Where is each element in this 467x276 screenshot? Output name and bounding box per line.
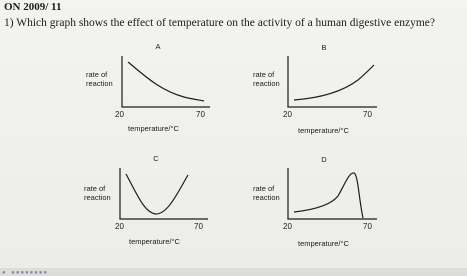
- graph-a-xlabel: temperature/°C: [128, 124, 179, 133]
- graph-c-plot: [82, 152, 212, 232]
- footer-marks: ▪ ▪▪▪▪▪▪▪▪: [2, 269, 49, 276]
- graph-d-letter: D: [321, 155, 327, 164]
- graph-b-xlabel: temperature/°C: [298, 126, 349, 135]
- graph-a-tick-high: 70: [196, 110, 205, 119]
- graph-b-plot: [250, 40, 380, 120]
- graph-d-plot: [250, 152, 380, 232]
- graph-a-curve: [128, 62, 204, 101]
- graph-d-ylabel: rate of reaction: [253, 184, 280, 202]
- graph-c-tick-low: 20: [115, 222, 124, 231]
- graph-c-xlabel: temperature/°C: [129, 237, 180, 246]
- graph-c-ylabel: rate of reaction: [84, 184, 111, 202]
- graph-d-tick-high: 70: [363, 222, 372, 231]
- graph-d-tick-low: 20: [283, 222, 292, 231]
- graph-a-letter: A: [155, 42, 161, 51]
- graph-c-curve: [126, 174, 188, 214]
- graph-d-xlabel: temperature/°C: [298, 239, 349, 248]
- exam-reference: ON 2009/ 11: [4, 1, 62, 13]
- graph-c-tick-high: 70: [194, 222, 203, 231]
- bottom-edge: [0, 268, 467, 276]
- graph-d-curve: [294, 173, 363, 218]
- graph-b-tick-high: 70: [363, 110, 372, 119]
- graph-a-ylabel: rate of reaction: [86, 70, 113, 88]
- graph-a-tick-low: 20: [115, 110, 124, 119]
- graph-b-tick-low: 20: [283, 110, 292, 119]
- graph-a-plot: [84, 40, 214, 120]
- graph-b-letter: B: [321, 43, 327, 52]
- question-text: 1) Which graph shows the effect of temperature on the activity of a human digestive enzyme?: [4, 17, 435, 29]
- graph-b-ylabel: rate of reaction: [253, 70, 280, 88]
- graph-b-curve: [294, 65, 374, 100]
- graph-c-letter: C: [153, 154, 159, 163]
